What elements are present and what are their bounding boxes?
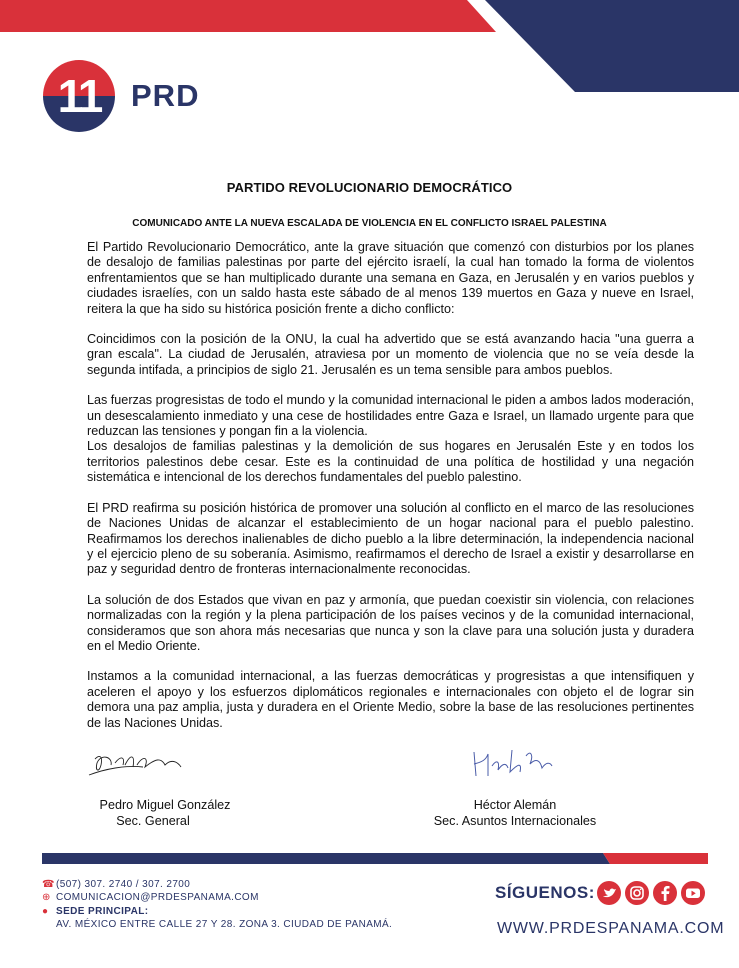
- signature-right-graphic: [468, 742, 558, 782]
- signature-block-right: [415, 797, 615, 829]
- footer-contact: [42, 878, 462, 932]
- footer-phone-row: [42, 878, 462, 891]
- footer-phone: (507) 307. 2740 / 307. 2700: [56, 879, 191, 890]
- header-red-bar: [0, 0, 496, 32]
- signature-left-graphic: [85, 745, 195, 785]
- social-icons-graphic: [596, 879, 711, 907]
- footer-decoration: [0, 850, 739, 866]
- signature-image-right: [468, 742, 558, 782]
- document-title: PARTIDO REVOLUCIONARIO DEMOCRÁTICO: [226, 180, 513, 195]
- signatory-role: Sec. Asuntos Internacionales: [433, 814, 597, 828]
- footer-email-row: [42, 891, 462, 904]
- signature-block-left: [70, 797, 260, 829]
- follow-label: SÍGUENOS:: [495, 883, 595, 902]
- document-subtitle: COMUNICADO ANTE LA NUEVA ESCALADA DE VIOLENCIA EN EL CONFLICTO ISRAEL PALESTINA: [132, 218, 607, 229]
- paragraph: Instamos a la comunidad internacional, a las fuerzas democráticas y progresistas a que intensifiquen y aceleren el apoyo y los esfuerzos diplomáticos regionales e internacionales con objeto el de lograr sin demora una paz amplia, justa y duradera en el Oriente Medio, sobre la base de las resoluciones pertinentes de las Naciones Unidas.: [87, 669, 694, 730]
- footer-navy-bar: [42, 853, 610, 864]
- footer-address: AV. MÉXICO ENTRE CALLE 27 Y 28. ZONA 3. CIUDAD DE PANAMÁ.: [56, 919, 393, 931]
- instagram-icon[interactable]: [625, 881, 649, 905]
- signature-right-stroke: [474, 750, 552, 776]
- social-icons: [596, 879, 711, 907]
- paragraph: Coincidimos con la posición de la ONU, la cual ha advertido que se está avanzando hacia "una guerra a gran escala". La ciudad de Jerusalén, atraviesa por un momento de violencia que no se veía desde la segunda intifada, a principios de siglo 21. Jerusalén es un tema sensible para ambos pueblos.: [87, 332, 694, 377]
- globe-icon: ⊕: [42, 892, 51, 904]
- paragraph: El PRD reafirma su posición histórica de promover una solución al conflicto en el marco de las resoluciones de Naciones Unidas de alcanzar el establecimiento de un hogar nacional para el pueblo palestino. Reafirmamos los derechos inalienables de dicho pueblo a la libre determinación, la independencia nacional y el ejercicio pleno de su soberanía. Asimismo, reafirmamos el derecho de Israel a existir y desarrollarse en paz y seguridad dentro de fronteras internacionalmente reconocidas.: [87, 500, 694, 577]
- phone-icon: ☎: [42, 879, 55, 890]
- header-navy-bar: [485, 0, 739, 92]
- footer-hq-row: [42, 905, 462, 918]
- paragraph: Los desalojos de familias palestinas y la demolición de sus hogares en Jerusalén Este y en todos los territorios palestinos debe cesar. Este es la continuidad de una política de hostilidad y una negación sistemática e intencional de los derechos fundamentales del pueblo palestino.: [87, 439, 694, 485]
- youtube-icon[interactable]: [681, 881, 705, 905]
- signatory-name: Héctor Alemán: [473, 798, 557, 812]
- footer-hq-label: SEDE PRINCIPAL:: [56, 905, 149, 917]
- paragraph: Las fuerzas progresistas de todo el mundo y la comunidad internacional le piden a ambos lados moderación, un desescalamiento inmediato y una cese de hostilidades entre Gaza e Israel, un llamado urgente para que reduzcan las tensiones y pongan fin a la violencia.: [87, 393, 694, 439]
- logo-text: PRD: [131, 78, 200, 113]
- document-body: [87, 240, 694, 746]
- logo-number: 11: [57, 70, 101, 122]
- signatory-role: Sec. General: [116, 814, 190, 828]
- website-link[interactable]: WWW.PRDESPANAMA.COM: [497, 920, 725, 937]
- party-logo: [43, 60, 223, 132]
- signatory-name: Pedro Miguel González: [99, 798, 231, 812]
- signature-left-stroke: [89, 757, 181, 775]
- footer-email[interactable]: COMUNICACION@PRDESPANAMA.COM: [56, 892, 259, 904]
- paragraph: El Partido Revolucionario Democrático, ante la grave situación que comenzó con disturbios por los planes de desalojo de familias palestinas por parte del ejército israelí, la cual han tomado la forma de violentos enfrentamientos que se han multiplicado durante una semana en Gaza, en Jerusalén y en varios pueblos y ciudades israelíes, con un saldo hasta este sábado de al menos 139 muertos en Gaza y nueve en Israel, reitera la que ha sido su histórica posición frente a dicho conflicto:: [87, 240, 694, 316]
- paragraph: La solución de dos Estados que vivan en paz y armonía, que puedan coexistir sin violencia, con relaciones normalizadas con la región y la plena participación de los países vecinos y de la comunidad internacional, consideramos que son ahora más necesarias que nunca y son la clave para una solución justa y duradera en el Medio Oriente.: [87, 592, 694, 653]
- twitter-icon[interactable]: [597, 881, 621, 905]
- location-pin-icon: ●: [42, 905, 49, 917]
- footer-red-bar: [603, 853, 708, 864]
- facebook-icon[interactable]: [653, 881, 677, 905]
- signature-image-left: [85, 745, 195, 785]
